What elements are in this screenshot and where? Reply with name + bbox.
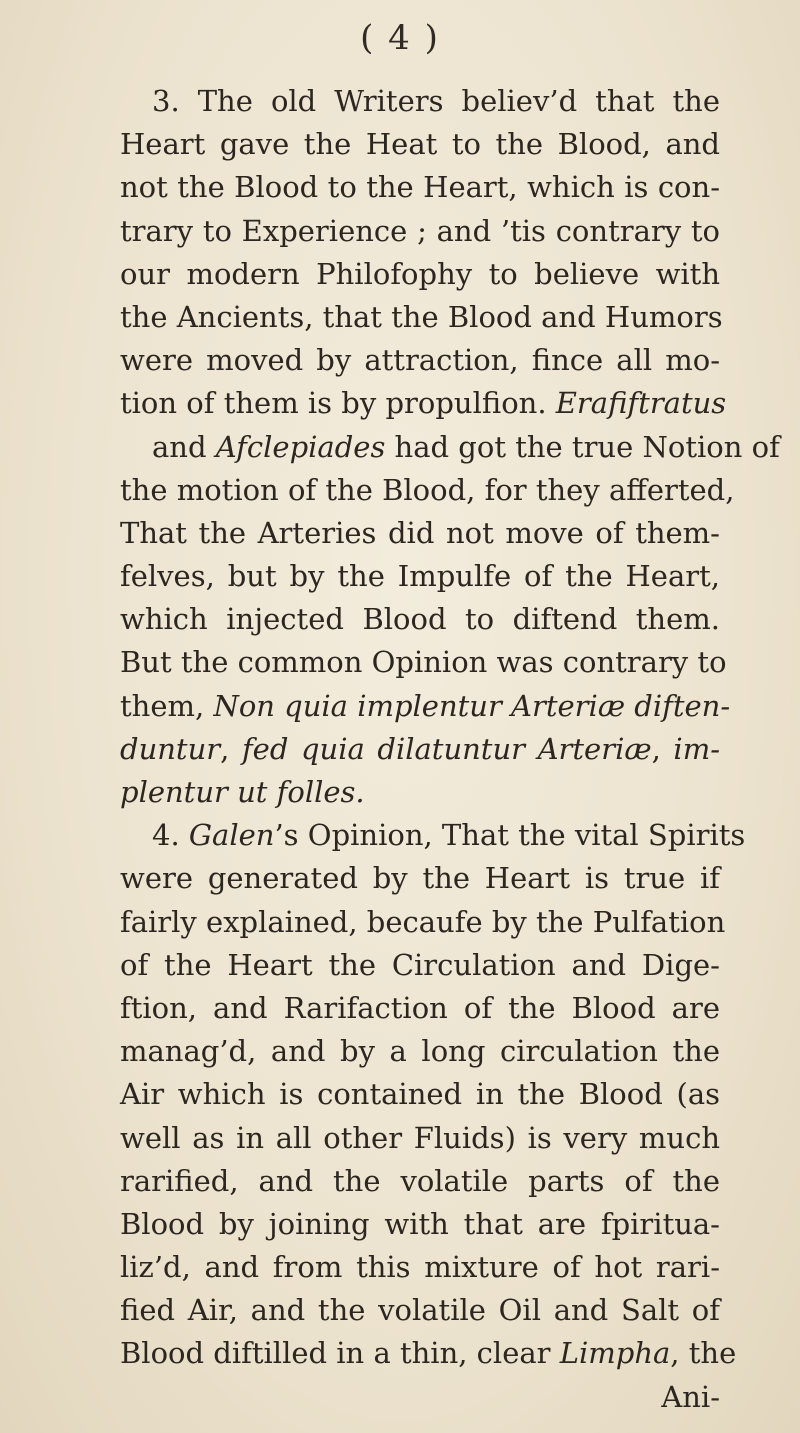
text-line: felves, but by the Impulfe of the Heart, <box>120 559 720 594</box>
text-line: our modern Philofophy to believe with <box>120 256 720 291</box>
text-line: Blood by joining with that are fpiritua- <box>120 1206 720 1241</box>
text-line: liz’d, and from this mixture of hot rari- <box>120 1250 720 1285</box>
text-line: them, Non quia implentur Arteriæ diften- <box>120 688 731 723</box>
text-line: Blood diftilled in a thin, clear Limpha, the <box>120 1336 737 1371</box>
text-line: manag’d, and by a long circulation the <box>120 1034 720 1069</box>
text-line: rarified, and the volatile parts of the <box>120 1163 720 1198</box>
text-line: But the common Opinion was contrary to <box>120 645 727 680</box>
text-line: 4. Galen’s Opinion, That the vital Spirits <box>152 818 746 853</box>
catchword: Ani- <box>661 1379 720 1414</box>
text-line: 3. The old Writers believ’d that the <box>152 84 720 118</box>
text-line: of the Heart the Circulation and Dige- <box>120 947 720 982</box>
text-line: fied Air, and the volatile Oil and Salt of <box>120 1293 720 1328</box>
text-line: That the Arteries did not move of them- <box>120 515 720 550</box>
text-line: were moved by attraction, fince all mo- <box>120 343 720 378</box>
text-line: Air which is contained in the Blood (as <box>120 1077 720 1112</box>
text-line: ftion, and Rarifaction of the Blood are <box>120 990 720 1025</box>
text-line: not the Blood to the Heart, which is con- <box>120 170 720 205</box>
text-line: Heart gave the Heat to the Blood, and <box>120 127 720 162</box>
text-line: duntur, fed quia dilatuntur Arteriæ, im- <box>120 731 720 766</box>
text-line: were generated by the Heart is true if <box>120 861 720 896</box>
text-line: trary to Experience ; and ’tis contrary to <box>120 213 720 248</box>
text-line: and Afclepiades had got the true Notion of <box>152 429 780 464</box>
page-number: ( 4 ) <box>360 18 440 58</box>
body-text <box>120 80 780 1419</box>
text-line: the motion of the Blood, for they afferted, <box>120 472 735 507</box>
text-line: which injected Blood to diftend them. <box>120 602 720 637</box>
text-line: the Ancients, that the Blood and Humors <box>120 299 723 334</box>
text-line: well as in all other Fluids) is very much <box>120 1120 720 1155</box>
text-line: plentur ut folles. <box>120 775 365 809</box>
text-line: tion of them is by propulfion. Erafiftratus <box>120 386 727 421</box>
text-line: fairly explained, becaufe by the Pulfation <box>120 904 726 939</box>
